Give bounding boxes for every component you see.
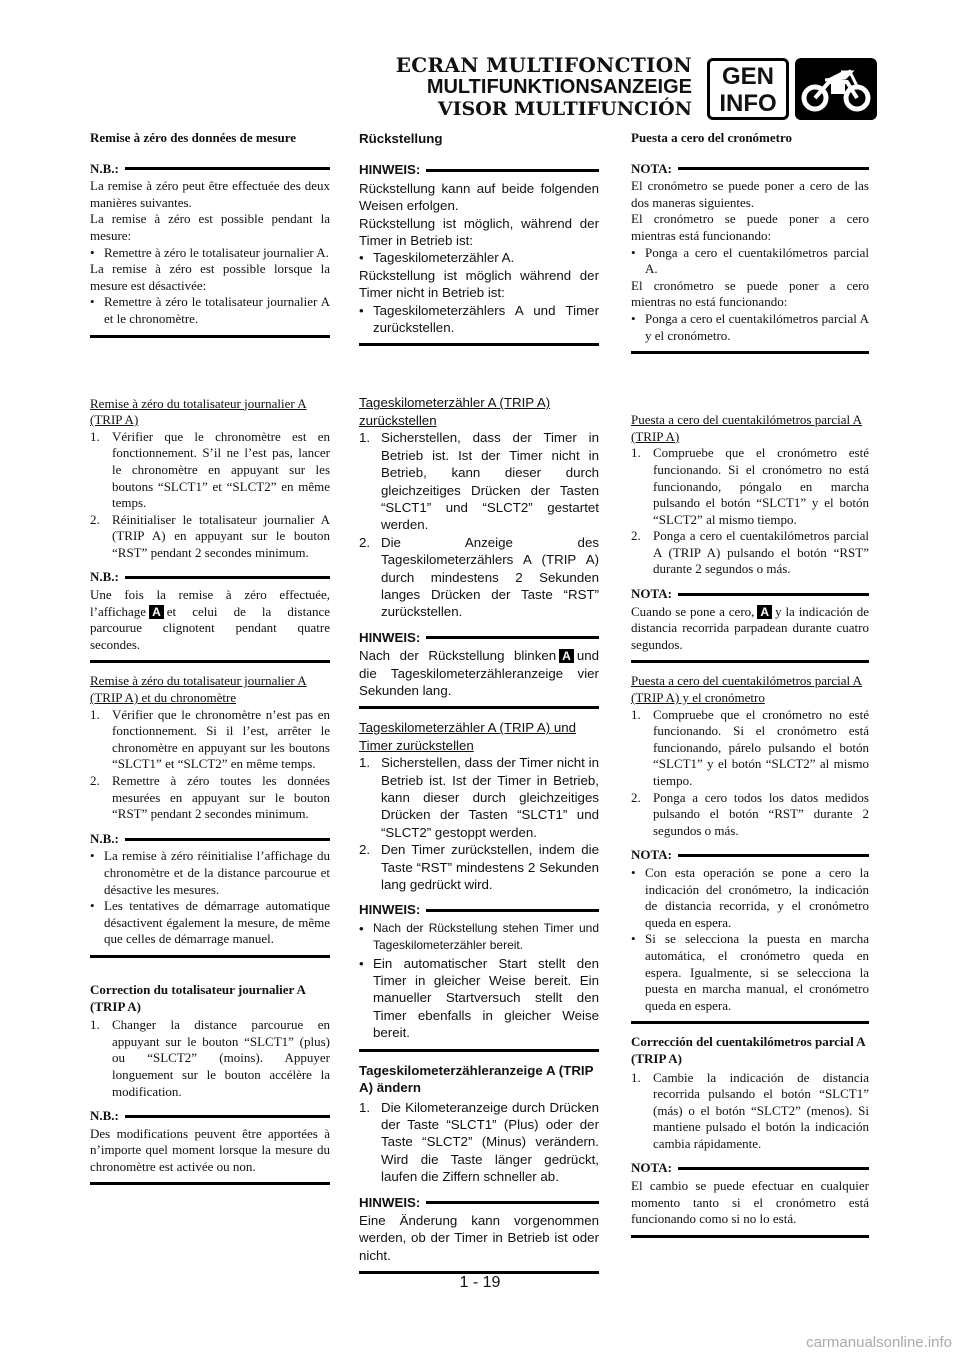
step-number: 1.	[90, 1017, 100, 1033]
note-label: NOTA:	[631, 586, 869, 603]
step-item	[359, 429, 599, 533]
item-text: Les tentatives de démarrage automatique désactivent également la mesure, de même que celles de démarrage manuel.	[104, 898, 330, 947]
subsection-title: Tageskilometerzähleranzeige A (TRIP A) ändern	[359, 1062, 594, 1096]
note-text-part: y la indicación de distancia recorrida parpadean durante cuatro segundos.	[631, 603, 869, 652]
step-text: Sicherstellen, dass der Timer nicht in Betrieb ist. Ist der Timer in Betrieb, kann dieser durch gleichzeitiges Drücken der Tasten “SLCT1” und “SLCT2” gestoppt werden.	[381, 755, 599, 840]
step-item	[359, 754, 599, 841]
list-item	[90, 294, 330, 327]
note-text: La remise à zéro est possible pendant la mesure:	[90, 211, 330, 243]
note-text-part: Une fois la remise à zéro effectuée, l’affichage	[90, 587, 330, 619]
note-label: N.B.:	[90, 161, 330, 178]
subsection-title: Corrección del cuentakilómetros parcial A (TRIP A)	[631, 1034, 865, 1066]
subsection-title: Remise à zéro du totalisateur journalier A (TRIP A) et du chronomètre	[90, 673, 307, 706]
item-text: Ponga a cero el cuentakilómetros parcial A.	[645, 244, 869, 277]
note-text	[90, 587, 330, 653]
list-item	[631, 931, 869, 1014]
bullet: •	[631, 864, 636, 880]
list-item	[90, 898, 330, 948]
note-box	[631, 1160, 869, 1237]
note-text-part: et celui de la distance parcourue clignotent pendant quatre secondes.	[90, 603, 330, 652]
step-text: Vérifier que le chronomètre n’est pas en fonctionnement. Si il l’est, arrêter le chronomètre en appuyant sur les boutons “SLCT1” et “SLCT2” en même temps.	[112, 706, 330, 772]
note-box	[631, 586, 869, 663]
item-text: Nach der Rückstellung stehen Timer und Tageskilometerzähler bereit.	[373, 920, 599, 953]
spacer	[631, 364, 869, 412]
section-title: Puesta a cero del cronómetro	[631, 130, 793, 145]
note-text	[631, 604, 869, 654]
step-item	[90, 773, 330, 823]
step-item	[631, 1070, 869, 1153]
step-item	[90, 429, 330, 512]
item-text: Ein automatischer Start stellt den Timer in gleicher Weise bereit. Ein manueller Startversuch stellt den Timer ebenfalls in gleicher Weise bereit.	[373, 955, 599, 1041]
step-number: 2.	[90, 511, 100, 527]
step-text: Changer la distance parcourue en appuyant sur le bouton “SLCT1” (plus) ou “SLCT2” (moins). Appuyer longuement sur le bouton accélère la modification.	[112, 1017, 330, 1099]
step-number: 2.	[90, 773, 100, 788]
spacer	[90, 348, 330, 396]
step-number: 1.	[359, 755, 371, 771]
bullet: •	[359, 955, 364, 971]
bullet: •	[359, 250, 364, 266]
step-number: 2.	[359, 842, 371, 858]
step-number: 1.	[359, 1099, 371, 1115]
note-box	[359, 1194, 599, 1275]
list-item	[631, 311, 869, 344]
note-label: HINWEIS:	[359, 629, 599, 646]
note-box	[90, 1108, 330, 1185]
step-item	[631, 528, 869, 578]
item-text: Tageskilometerzähler A.	[373, 250, 515, 266]
note-label: N.B.:	[90, 1108, 330, 1125]
note-label: NOTA:	[631, 161, 869, 178]
step-number: 1.	[631, 445, 641, 461]
item-text: Ponga a cero el cuentakilómetros parcial A y el cronómetro.	[645, 310, 869, 343]
subsection-title: Puesta a cero del cuentakilómetros parcial A (TRIP A)	[631, 412, 863, 444]
step-text: Sicherstellen, dass der Timer in Betrieb ist. Ist der Timer nicht in Betrieb, kann dieser durch gleichzeitiges Drücken der Tasten “SLCT1” und “SLCT2” gestartet werden.	[381, 430, 599, 533]
bullet: •	[359, 302, 364, 318]
bullet: •	[631, 931, 636, 947]
step-item	[631, 790, 869, 840]
trip-a-symbol: A	[149, 605, 164, 619]
step-text: Ponga a cero todos los datos medidos pulsando el botón “RST” durante 2 segundos o más.	[653, 789, 869, 838]
note-text: Rückstellung kann auf beide folgenden Weisen erfolgen.	[359, 180, 599, 214]
badge-line-info: INFO	[719, 90, 777, 117]
title-french: ECRAN MULTIFONCTION	[395, 53, 692, 77]
note-text: Rückstellung ist möglich während der Timer nicht in Betrieb ist:	[359, 267, 599, 301]
step-item	[359, 1099, 599, 1186]
step-number: 2.	[631, 789, 641, 805]
note-text-part: Nach der Rückstellung blinken	[359, 648, 557, 664]
subsection-title: Tageskilometerzähler A (TRIP A) und Timer zurückstellen	[359, 720, 577, 753]
note-box	[90, 831, 330, 958]
column-spanish	[631, 130, 869, 1248]
step-item	[631, 707, 869, 790]
note-label: N.B.:	[90, 831, 330, 848]
bullet: •	[90, 294, 95, 310]
step-number: 2.	[631, 528, 641, 544]
column-german	[359, 130, 599, 1284]
note-label: NOTA:	[631, 847, 869, 864]
note-text: Eine Änderung kann vorgenommen werden, ob der Timer in Betrieb ist oder nicht.	[359, 1212, 599, 1263]
title-spanish: VISOR MULTIFUNCIÓN	[437, 98, 692, 120]
list-item	[90, 245, 330, 262]
step-number: 1.	[90, 428, 100, 444]
note-box	[631, 847, 869, 1024]
list-item	[359, 249, 599, 266]
note-box	[631, 161, 869, 355]
note-label: HINWEIS:	[359, 161, 599, 178]
step-item	[90, 512, 330, 562]
title-german: MULTIFUNKTIONSANZEIGE	[426, 76, 692, 98]
section-title: Remise à zéro des données de mesure	[90, 130, 297, 145]
step-number: 1.	[631, 706, 641, 722]
step-number: 1.	[90, 706, 100, 722]
bullet: •	[90, 848, 95, 864]
note-text: Des modifications peuvent être apportées à n’importe quel moment lorsque la mesure du chronomètre est activée ou non.	[90, 1125, 330, 1174]
list-item	[359, 955, 599, 1042]
step-number: 1.	[359, 430, 371, 446]
step-number: 2.	[359, 534, 371, 550]
step-item	[90, 1017, 330, 1100]
bullet: •	[631, 310, 636, 326]
step-text: Die Anzeige des Tageskilometerzählers A (TRIP A) durch mindestens 2 Sekunden langes Drücken der Taste “RST” zurückstellen.	[381, 534, 599, 620]
column-french	[90, 130, 330, 1195]
note-text: El cronómetro se puede poner a cero de las dos maneras siguientes.	[631, 178, 869, 210]
step-item	[90, 707, 330, 773]
note-label: N.B.:	[90, 569, 330, 586]
step-text: Remettre à zéro toutes les données mesurées en appuyant sur le bouton “RST” pendant 2 secondes minimum.	[112, 773, 330, 822]
page-header	[0, 46, 960, 126]
note-text: La remise à zéro peut être effectuée des deux manières suivantes.	[90, 178, 330, 210]
note-text: El cronómetro se puede poner a cero mientras no está funcionando:	[631, 277, 869, 310]
list-item	[90, 848, 330, 898]
item-text: Si se selecciona la puesta en marcha automática, el cronómetro queda en espera. Igualmente, si se selecciona la puesta en marcha manual, el cronómetro queda en espera.	[645, 931, 869, 1013]
note-box	[359, 629, 599, 710]
bullet: •	[359, 920, 364, 936]
step-text: Vérifier que le chronomètre est en fonctionnement. S’il ne l’est pas, lancer le chronomètre en appuyant sur les boutons “SLCT1” et “SLCT2” en même temps.	[112, 428, 330, 511]
bullet: •	[90, 898, 95, 914]
step-text: Compruebe que el cronómetro esté funcionando. Si el cronómetro no está funcionando, póngalo en marcha pulsando el botón “SLCT1” y el botón “SLCT2” al mismo tiempo.	[653, 445, 869, 527]
watermark: carmanualsonline.info	[806, 1334, 952, 1351]
note-text: El cronómetro se puede poner a cero mientras está funcionando:	[631, 211, 869, 243]
badge-line-gen: GEN	[721, 63, 774, 90]
bullet: •	[631, 244, 636, 260]
note-text: Rückstellung ist möglich, während der Timer in Betrieb ist:	[359, 215, 599, 249]
list-item	[359, 920, 599, 955]
note-text-part: und die Tageskilometerzähleranzeige vier Sekunden lang.	[359, 648, 599, 698]
step-text: Cambie la indicación de distancia recorrida pulsando el botón “SLCT1” (más) o el botón “SLCT2” (menos). Si mantiene pulsado el botón la indicación cambia rápidamente.	[653, 1069, 869, 1151]
step-text: Die Kilometeranzeige durch Drücken der Taste “SLCT1” (Plus) oder der Taste “SLCT2” (Minus) verändern. Wird die Taste länger gedrückt, laufen die Ziffern schneller ab.	[381, 1099, 599, 1185]
item-text: Tageskilometerzählers A und Timer zurückstellen.	[373, 302, 599, 336]
trip-a-symbol: A	[559, 649, 574, 663]
note-label: HINWEIS:	[359, 1194, 599, 1211]
step-item	[359, 534, 599, 621]
list-item	[359, 302, 599, 337]
note-box	[359, 901, 599, 1051]
list-item	[631, 865, 869, 931]
subsection-title: Remise à zéro du totalisateur journalier A (TRIP A)	[90, 395, 307, 428]
step-item	[359, 841, 599, 893]
bullet: •	[90, 244, 95, 260]
step-text: Réinitialiser le totalisateur journalier A (TRIP A) en appuyant sur le bouton “RST” pendant 2 secondes minimum.	[112, 511, 330, 560]
note-box	[90, 569, 330, 663]
header-titles	[396, 54, 692, 120]
note-label: NOTA:	[631, 1160, 869, 1177]
subsection-title: Correction du totalisateur journalier A (TRIP A)	[90, 981, 306, 1014]
list-item	[631, 245, 869, 278]
note-text	[359, 647, 599, 699]
section-title: Rückstellung	[359, 131, 443, 146]
spacer	[359, 356, 599, 394]
step-text: Ponga a cero el cuentakilómetros parcial A (TRIP A) pulsando el botón “RST” durante 2 segundos o más.	[653, 528, 869, 577]
subsection-title: Puesta a cero del cuentakilómetros parcial A (TRIP A) y el cronómetro	[631, 673, 863, 706]
item-text: Remettre à zéro le totalisateur journalier A et le chronomètre.	[104, 294, 330, 326]
item-text: La remise à zéro réinitialise l’affichage du chronomètre et de la distance parcourue et désactive les mesures.	[104, 848, 330, 897]
subsection-title: Tageskilometerzähler A (TRIP A) zurückstellen	[359, 395, 551, 428]
note-label: HINWEIS:	[359, 901, 599, 918]
note-text: El cambio se puede efectuar en cualquier momento tanto si el cronómetro está funcionando como si no lo está.	[631, 1178, 869, 1227]
item-text: Con esta operación se pone a cero la indicación del cronómetro, la indicación de distancia recorrida, y el cronómetro queda en espera.	[645, 864, 869, 930]
step-number: 1.	[631, 1069, 641, 1085]
note-box	[359, 161, 599, 346]
note-box	[90, 161, 330, 338]
page-number: 1 - 19	[459, 1274, 501, 1291]
note-text: La remise à zéro est possible lorsque la mesure est désactivée:	[90, 261, 330, 293]
step-item	[631, 445, 869, 528]
step-text: Den Timer zurückstellen, indem die Taste “RST” mindestens 2 Sekunden lang gedrückt wird.	[381, 842, 599, 893]
gen-info-badge	[707, 58, 789, 120]
note-text-part: Cuando se pone a cero,	[631, 603, 755, 619]
trip-a-symbol: A	[757, 605, 772, 619]
motorcycle-icon	[795, 58, 877, 120]
step-text: Compruebe que el cronómetro no esté funcionando. Si el cronómetro está funcionando, párelo pulsando el botón “SLCT1” y el botón “SLCT2” al mismo tiempo.	[653, 706, 869, 788]
item-text: Remettre à zéro le totalisateur journalier A.	[104, 244, 329, 260]
